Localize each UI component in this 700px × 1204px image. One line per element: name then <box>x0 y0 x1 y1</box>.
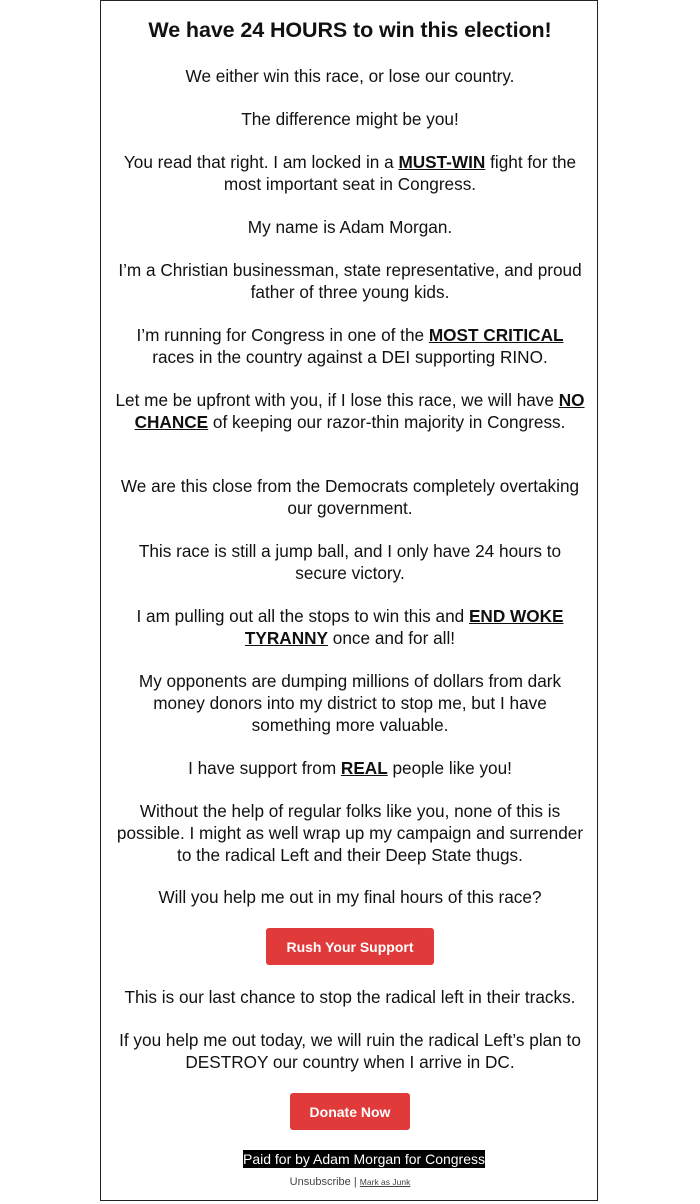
paragraph-destroy: If you help me out today, we will ruin the radical Left’s plan to DESTROY our country when I arrive in DC. <box>119 1030 581 1072</box>
paragraph-regular-folks: Without the help of regular folks like you, none of this is possible. I might as well wrap up my campaign and surrender to the radical Left and their Deep State thugs. <box>116 801 584 865</box>
text-segment: I am pulling out all the stops to win this and <box>136 606 469 626</box>
emphasis-real: REAL <box>340 758 388 778</box>
text-segment: people like you! <box>387 758 512 778</box>
text-segment: once and for all! <box>328 628 456 648</box>
paragraph-real-people <box>115 757 585 779</box>
unsubscribe-link[interactable]: Unsubscribe <box>289 1176 351 1188</box>
emphasis-must-win: MUST-WIN <box>398 152 486 172</box>
paragraph-opponents: My opponents are dumping millions of dollars from dark money donors into my district to stop me, but I have something more valuable. <box>138 671 562 735</box>
text-segment: races in the country against a DEI supporting RINO. <box>152 347 548 367</box>
footer-links <box>115 1176 585 1188</box>
headline: We have 24 HOURS to win this election! <box>148 18 552 42</box>
paid-for-disclaimer: Paid for by Adam Morgan for Congress <box>243 1151 486 1167</box>
paragraph-final-hours: Will you help me out in my final hours of this race? <box>158 887 542 907</box>
text-segment: You read that right. I am locked in a <box>123 152 399 172</box>
text-segment: fight for the most important seat in Congress. <box>223 152 577 194</box>
footer-separator: | <box>350 1176 360 1188</box>
emphasis-most-critical: MOST CRITICAL <box>428 325 564 345</box>
paragraph-last-chance: This is our last chance to stop the radical left in their tracks. <box>124 987 576 1007</box>
rush-your-support-button[interactable]: Rush Your Support <box>266 928 434 965</box>
paragraph-difference: The difference might be you! <box>241 109 459 129</box>
paragraph-jump-ball: This race is still a jump ball, and I only have 24 hours to secure victory. <box>138 541 562 583</box>
donate-now-button[interactable]: Donate Now <box>290 1093 410 1130</box>
paragraph-win-or-lose: We either win this race, or lose our country. <box>185 66 515 86</box>
text-segment: I’m running for Congress in one of the <box>136 325 429 345</box>
email-frame <box>100 0 598 1201</box>
paragraph-no-chance <box>115 389 585 433</box>
paragraph-critical-race <box>115 324 585 368</box>
paragraph-bio: I’m a Christian businessman, state representative, and proud father of three young kids. <box>118 260 582 302</box>
text-segment: of keeping our razor-thin majority in Congress. <box>208 412 566 432</box>
emphasis-no-chance: NO CHANCE <box>134 390 585 432</box>
paragraph-democrats: We are this close from the Democrats completely overtaking our government. <box>120 476 580 518</box>
paragraph-must-win <box>115 151 585 195</box>
text-segment: I have support from <box>188 758 341 778</box>
emphasis-end-woke-tyranny: END WOKE TYRANNY <box>244 606 564 648</box>
mark-as-junk-link[interactable]: Mark as Junk <box>359 1177 411 1187</box>
paragraph-name: My name is Adam Morgan. <box>247 217 453 237</box>
paragraph-end-woke <box>115 605 585 649</box>
text-segment: Let me be upfront with you, if I lose this race, we will have <box>115 390 559 410</box>
